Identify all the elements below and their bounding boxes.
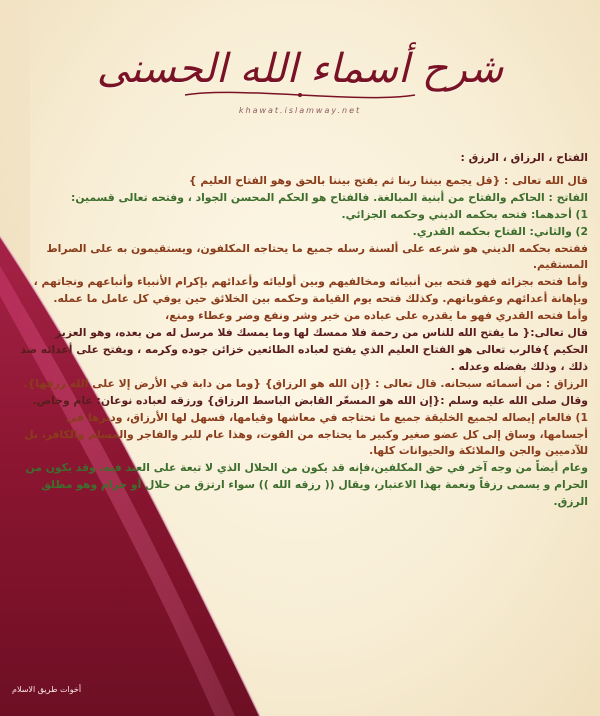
paragraph: وقال صلى الله عليه وسلم :{إن الله هو المسعّر القابض الباسط الرزاق} ورزقه لعباده نوعان: عام وخاص. [32,393,588,407]
paragraph: الرزاق : من أسمائه سبحانه. قال تعالى : {إن الله هو الرزاق} {وما من دابة في الأرض إلا على الله رزقها}. [23,376,588,390]
paragraph: وأما فتحه بجزائه فهو فتحه بين أنبيائه ومخالفيهم وبين أوليائه وأعدائهم بإكرام الأنبياء وأتباعهم ونجاتهم ، وبإهانة أعدائهم وعقوباتهم. وكذلك فتحه يوم القيامة وحكمه بين الخلائق حين يوفي كل عامل ما عمله. [33,275,588,306]
paragraph: قال تعالى:{ ما يفتح الله للناس من رحمة فلا ممسك لها وما يمسك فلا مرسل له من بعده، وهو العزيز الحكيم }فالرب تعالى هو الفتاح العليم الذي يفتح لعباده الطائعين خزائن جوده وكرمه ، ويفتح على أعدائه ضد ذلك ، وذلك بفضله وعدله . [20,326,588,373]
header [0,30,600,130]
paragraph: وعام أيضاً من وجه آخر في حق المكلفين،فإنه قد يكون من الحلال الذي لا تبعة على العبد فيه، وقد يكون من الحرام و يسمى رزقاً ونعمة بهذا الاعتبار، ويقال (( رزقه الله )) سواء ارتزق من حلال أو حرام وهو مطلق الرزق. [25,461,588,509]
paragraph: الفاتح : الحاكم والفتاح من أبنية المبالغة. فالفتاح هو الحكم المحسن الجواد ، وفتحه تعالى قسمين: [71,190,588,204]
paragraph: 2) والثاني: الفتاح بحكمه القدري. [412,224,588,238]
paragraph: 1) فالعام إيصاله لجميع الخليقة جميع ما تحتاجه في معاشها وقيامها، فسهل لها الأرزاق، ودبرها في أجسامها، وساق إلى كل عضو صغير وكبير ما يحتاجه من القوت، وهذا عام للبر والفاجر والمسلم والكافر، بل للآدميين والجن والملائكة والحيوانات كلها. [24,410,588,458]
paragraph: وأما فتحه القدري فهو ما يقدره على عباده من خير وشر ونفع وضر وعطاء ومنع، [165,309,588,323]
paragraph: 1) أحدهما: فتحه بحكمه الديني وحكمه الجزائي. [341,207,588,221]
site-url: khawat.islamway.net [238,106,362,115]
title-flourish-icon [180,88,420,102]
paragraph: ففتحه بحكمه الديني هو شرعه على ألسنة رسله جميع ما يحتاجه المكلفون، ويستقيمون به على الصراط المستقيم. [46,241,588,272]
paragraph: قال الله تعالى : {قل يجمع بيننا ربنا ثم يفتح بيننا بالحق وهو الفتاح العليم } [188,173,588,187]
footer-note: أخوات طريق الاسلام [12,685,82,694]
intro-heading: الفتاح ، الرزاق ، الرزق : [460,151,588,164]
page-title: شرح أسماء الله الحسنى [96,46,504,92]
article-body [20,150,588,511]
